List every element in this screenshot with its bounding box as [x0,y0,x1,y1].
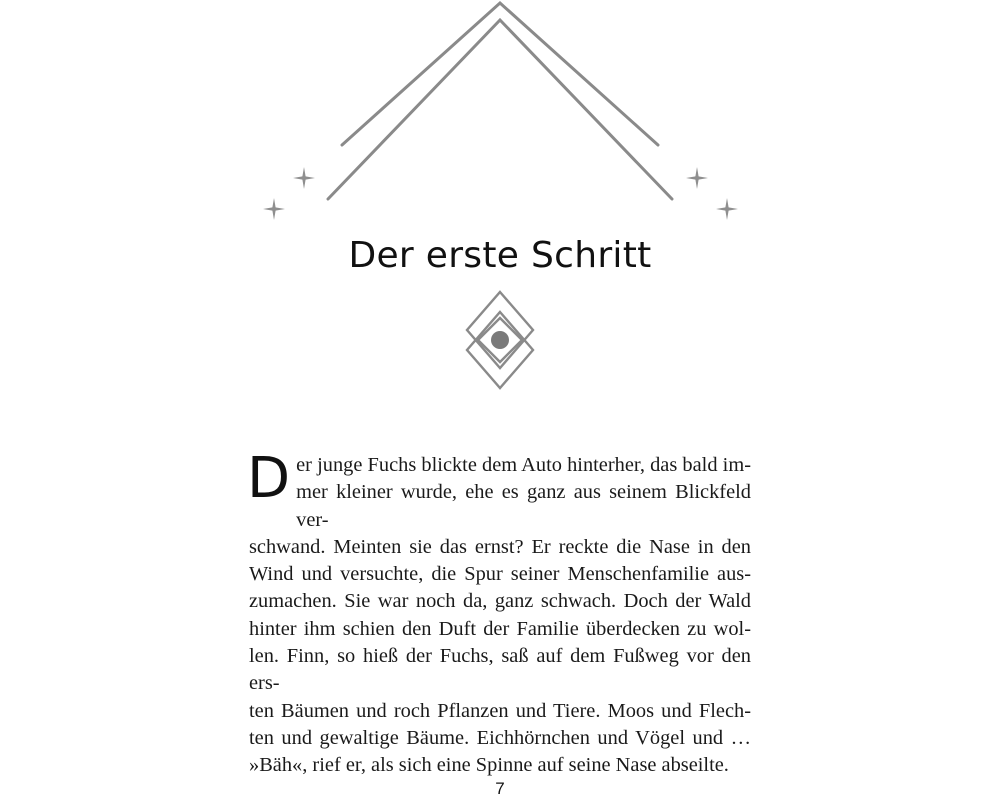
four-point-star-icon [263,198,285,220]
double-chevron-roof-icon [328,3,672,199]
emblem-dot [491,331,509,349]
four-point-star-icon [686,167,708,189]
chapter-title: Der erste Schritt [348,235,652,276]
text-line: er junge Fuchs blickte dem Auto hinterher, das bald im- [296,454,751,476]
chapter-body-text [247,446,751,780]
text-line: »Bäh«, rief er, als sich eine Spinne auf seine Nase abseilte. [249,754,729,777]
text-line: len. Finn, so hieß der Fuchs, saß auf dem Fußweg vor den ers- [249,645,751,695]
text-line: hinter ihm schien den Duft der Familie überdecken zu wol- [249,617,751,640]
text-line: mer kleiner wurde, ehe es ganz aus seinem Blickfeld ver- [296,481,751,531]
drop-cap: D [247,446,291,511]
text-line: ten und gewaltige Bäume. Eichhörnchen und Vögel und … [249,726,751,749]
text-line: zumachen. Sie war noch da, ganz schwach. Doch der Wald [249,590,751,613]
four-point-star-icon [293,167,315,189]
page-number: 7 [495,779,505,798]
text-line: ten Bäumen und roch Pflanzen und Tiere. Moos und Flech- [249,699,751,722]
text-line: Wind und versuchte, die Spur seiner Menschenfamilie aus- [249,563,751,586]
text-line: schwand. Meinten sie das ernst? Er reckte die Nase in den [249,535,751,558]
four-point-star-icon [716,198,738,220]
